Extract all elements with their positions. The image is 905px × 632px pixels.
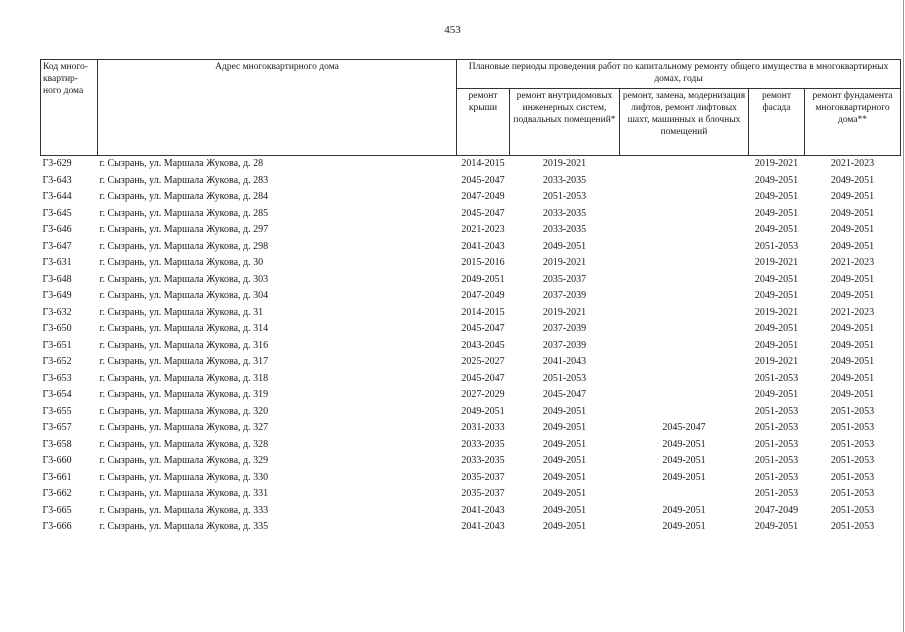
- header-facade: ремонт фасада: [749, 88, 805, 155]
- cell-lifts: [620, 206, 749, 223]
- cell-code: Г3-631: [42, 257, 72, 269]
- cell-address: г. Сызрань, ул. Маршала Жукова, д. 333: [99, 504, 269, 516]
- cell-lifts: [620, 404, 749, 421]
- cell-address: г. Сызрань, ул. Маршала Жукова, д. 319: [99, 389, 269, 401]
- table-row: [41, 222, 901, 239]
- cell-foundation: 2049-2051: [830, 224, 875, 236]
- cell-code: Г3-645: [42, 207, 72, 219]
- cell-code: Г3-629: [42, 158, 72, 170]
- cell-code: Г3-643: [42, 174, 72, 186]
- cell-engineering: 2045-2047: [542, 389, 587, 401]
- table-row: [41, 420, 901, 437]
- table-row: [41, 387, 901, 404]
- cell-foundation: 2051-2053: [830, 488, 875, 500]
- cell-roof: 2045-2047: [461, 207, 505, 219]
- cell-facade: 2049-2051: [754, 290, 799, 302]
- table-row: [41, 503, 901, 520]
- cell-foundation: 2049-2051: [830, 207, 875, 219]
- table-header: [41, 60, 901, 156]
- cell-engineering: 2049-2051: [542, 240, 587, 252]
- header-periods: Плановые периоды проведения работ по капитальному ремонту общего имущества в многоквартирных домах, годы: [457, 60, 901, 89]
- cell-facade: 2019-2021: [754, 306, 799, 318]
- cell-roof: 2041-2043: [461, 521, 505, 533]
- cell-address: г. Сызрань, ул. Маршала Жукова, д. 284: [99, 191, 269, 203]
- cell-foundation: 2051-2053: [830, 504, 875, 516]
- cell-code: Г3-654: [42, 389, 72, 401]
- page-number: 453: [444, 24, 461, 36]
- cell-code: Г3-646: [42, 224, 72, 236]
- cell-facade: 2049-2051: [754, 339, 799, 351]
- cell-roof: 2047-2049: [461, 290, 505, 302]
- cell-facade: 2051-2053: [754, 405, 799, 417]
- cell-engineering: 2035-2037: [542, 273, 587, 285]
- cell-engineering: 2033-2035: [542, 174, 587, 186]
- cell-engineering: 2019-2021: [542, 306, 587, 318]
- cell-code: Г3-658: [42, 438, 72, 450]
- cell-address: г. Сызрань, ул. Маршала Жукова, д. 320: [99, 405, 269, 417]
- cell-lifts: 2049-2051: [662, 504, 706, 516]
- cell-lifts: [620, 255, 749, 272]
- cell-foundation: 2021-2023: [830, 158, 875, 170]
- cell-roof: 2045-2047: [461, 323, 505, 335]
- table-row: [41, 437, 901, 454]
- cell-code: Г3-651: [42, 339, 72, 351]
- cell-address: г. Сызрань, ул. Маршала Жукова, д. 303: [99, 273, 269, 285]
- cell-roof: 2035-2037: [461, 471, 505, 483]
- cell-facade: 2049-2051: [754, 273, 799, 285]
- cell-facade: 2051-2053: [754, 471, 799, 483]
- cell-code: Г3-665: [42, 504, 72, 516]
- cell-foundation: 2049-2051: [830, 389, 875, 401]
- cell-facade: 2049-2051: [754, 207, 799, 219]
- cell-foundation: 2051-2053: [830, 405, 875, 417]
- table-row: [41, 255, 901, 272]
- cell-code: Г3-653: [42, 372, 72, 384]
- cell-foundation: 2051-2053: [830, 471, 875, 483]
- cell-address: г. Сызрань, ул. Маршала Жукова, д. 318: [99, 372, 269, 384]
- cell-foundation: 2051-2053: [830, 521, 875, 533]
- cell-roof: 2045-2047: [461, 174, 505, 186]
- cell-foundation: 2049-2051: [830, 339, 875, 351]
- cell-roof: 2047-2049: [461, 191, 505, 203]
- cell-roof: 2015-2016: [461, 257, 505, 269]
- cell-engineering: 2019-2021: [542, 158, 587, 170]
- header-foundation: ремонт фундамента многоквартирного дома**: [805, 88, 901, 155]
- cell-lifts: [620, 272, 749, 289]
- cell-engineering: 2049-2051: [542, 471, 587, 483]
- cell-facade: 2051-2053: [754, 422, 799, 434]
- table-row: [41, 272, 901, 289]
- cell-facade: 2051-2053: [754, 455, 799, 467]
- table-row: [41, 321, 901, 338]
- cell-address: г. Сызрань, ул. Маршала Жукова, д. 28: [99, 158, 264, 170]
- cell-engineering: 2019-2021: [542, 257, 587, 269]
- cell-code: Г3-657: [42, 422, 72, 434]
- cell-roof: 2014-2015: [461, 306, 505, 318]
- cell-lifts: [620, 486, 749, 503]
- cell-engineering: 2037-2039: [542, 323, 587, 335]
- table-row: [41, 239, 901, 256]
- cell-engineering: 2049-2051: [542, 422, 587, 434]
- cell-address: г. Сызрань, ул. Маршала Жукова, д. 297: [99, 224, 269, 236]
- cell-engineering: 2037-2039: [542, 290, 587, 302]
- cell-engineering: 2051-2053: [542, 372, 587, 384]
- cell-foundation: 2051-2053: [830, 438, 875, 450]
- cell-lifts: 2049-2051: [662, 471, 706, 483]
- cell-facade: 2049-2051: [754, 191, 799, 203]
- cell-engineering: 2049-2051: [542, 521, 587, 533]
- table-row: [41, 156, 901, 173]
- cell-facade: 2019-2021: [754, 257, 799, 269]
- cell-facade: 2019-2021: [754, 356, 799, 368]
- table-row: [41, 189, 901, 206]
- cell-code: Г3-666: [42, 521, 72, 533]
- cell-facade: 2019-2021: [754, 158, 799, 170]
- cell-facade: 2051-2053: [754, 372, 799, 384]
- cell-code: Г3-662: [42, 488, 72, 500]
- cell-roof: 2021-2023: [461, 224, 505, 236]
- cell-lifts: [620, 288, 749, 305]
- cell-code: Г3-655: [42, 405, 72, 417]
- cell-address: г. Сызрань, ул. Маршала Жукова, д. 31: [99, 306, 264, 318]
- table-row: [41, 486, 901, 503]
- cell-foundation: 2021-2023: [830, 306, 875, 318]
- cell-roof: 2041-2043: [461, 504, 505, 516]
- cell-facade: 2049-2051: [754, 323, 799, 335]
- cell-code: Г3-649: [42, 290, 72, 302]
- cell-lifts: [620, 321, 749, 338]
- cell-code: Г3-652: [42, 356, 72, 368]
- cell-roof: 2049-2051: [461, 405, 505, 417]
- cell-address: г. Сызрань, ул. Маршала Жукова, д. 329: [99, 455, 269, 467]
- table-body: [41, 156, 901, 536]
- cell-facade: 2051-2053: [754, 488, 799, 500]
- cell-foundation: 2049-2051: [830, 356, 875, 368]
- cell-lifts: [620, 156, 749, 173]
- capital-repair-table: [40, 59, 901, 536]
- cell-roof: 2033-2035: [461, 438, 505, 450]
- cell-facade: 2049-2051: [754, 224, 799, 236]
- cell-address: г. Сызрань, ул. Маршала Жукова, д. 314: [99, 323, 269, 335]
- cell-address: г. Сызрань, ул. Маршала Жукова, д. 283: [99, 174, 269, 186]
- cell-lifts: [620, 305, 749, 322]
- cell-engineering: 2041-2043: [542, 356, 587, 368]
- cell-address: г. Сызрань, ул. Маршала Жукова, д. 327: [99, 422, 269, 434]
- cell-code: Г3-648: [42, 273, 72, 285]
- page-edge-line: [903, 0, 904, 632]
- cell-roof: 2027-2029: [461, 389, 505, 401]
- table-row: [41, 305, 901, 322]
- cell-engineering: 2033-2035: [542, 224, 587, 236]
- cell-foundation: 2049-2051: [830, 240, 875, 252]
- cell-facade: 2049-2051: [754, 174, 799, 186]
- cell-roof: 2031-2033: [461, 422, 505, 434]
- cell-code: Г3-661: [42, 471, 72, 483]
- cell-lifts: 2049-2051: [662, 455, 706, 467]
- cell-facade: 2051-2053: [754, 240, 799, 252]
- cell-foundation: 2049-2051: [830, 372, 875, 384]
- cell-foundation: 2051-2053: [830, 455, 875, 467]
- cell-code: Г3-660: [42, 455, 72, 467]
- header-roof: ремонт крыши: [457, 88, 510, 155]
- cell-foundation: 2049-2051: [830, 323, 875, 335]
- table-row: [41, 288, 901, 305]
- table-row: [41, 371, 901, 388]
- cell-lifts: 2049-2051: [662, 521, 706, 533]
- cell-code: Г3-647: [42, 240, 72, 252]
- table-row: [41, 519, 901, 536]
- header-address: Адрес многоквартирного дома: [98, 60, 457, 156]
- cell-lifts: [620, 387, 749, 404]
- cell-roof: 2041-2043: [461, 240, 505, 252]
- cell-lifts: [620, 239, 749, 256]
- cell-engineering: 2049-2051: [542, 504, 587, 516]
- table-row: [41, 470, 901, 487]
- cell-address: г. Сызрань, ул. Маршала Жукова, д. 328: [99, 438, 269, 450]
- table-row: [41, 338, 901, 355]
- cell-engineering: 2033-2035: [542, 207, 587, 219]
- cell-roof: 2033-2035: [461, 455, 505, 467]
- cell-lifts: [620, 222, 749, 239]
- table-row: [41, 173, 901, 190]
- cell-roof: 2049-2051: [461, 273, 505, 285]
- cell-address: г. Сызрань, ул. Маршала Жукова, д. 330: [99, 471, 269, 483]
- cell-roof: 2035-2037: [461, 488, 505, 500]
- cell-lifts: [620, 173, 749, 190]
- cell-address: г. Сызрань, ул. Маршала Жукова, д. 304: [99, 290, 269, 302]
- cell-lifts: [620, 371, 749, 388]
- header-lifts: ремонт, замена, модернизация лифтов, ремонт лифтовых шахт, машинных и блочных помещений: [620, 88, 749, 155]
- table-row: [41, 453, 901, 470]
- cell-lifts: [620, 338, 749, 355]
- table-row: [41, 206, 901, 223]
- cell-engineering: 2037-2039: [542, 339, 587, 351]
- cell-foundation: 2051-2053: [830, 422, 875, 434]
- cell-code: Г3-632: [42, 306, 72, 318]
- cell-engineering: 2049-2051: [542, 405, 587, 417]
- cell-roof: 2043-2045: [461, 339, 505, 351]
- header-code: Код много-квартир-ного дома: [41, 60, 98, 156]
- table-row: [41, 354, 901, 371]
- cell-facade: 2047-2049: [754, 504, 799, 516]
- cell-foundation: 2049-2051: [830, 273, 875, 285]
- cell-address: г. Сызрань, ул. Маршала Жукова, д. 317: [99, 356, 269, 368]
- cell-lifts: 2045-2047: [662, 422, 706, 434]
- cell-engineering: 2049-2051: [542, 488, 587, 500]
- cell-lifts: 2049-2051: [662, 438, 706, 450]
- cell-foundation: 2049-2051: [830, 174, 875, 186]
- cell-facade: 2049-2051: [754, 389, 799, 401]
- cell-address: г. Сызрань, ул. Маршала Жукова, д. 316: [99, 339, 269, 351]
- cell-lifts: [620, 189, 749, 206]
- cell-roof: 2014-2015: [461, 158, 505, 170]
- cell-lifts: [620, 354, 749, 371]
- table-row: [41, 404, 901, 421]
- cell-roof: 2045-2047: [461, 372, 505, 384]
- cell-engineering: 2051-2053: [542, 191, 587, 203]
- cell-facade: 2049-2051: [754, 521, 799, 533]
- cell-foundation: 2049-2051: [830, 290, 875, 302]
- cell-address: г. Сызрань, ул. Маршала Жукова, д. 285: [99, 207, 269, 219]
- cell-foundation: 2021-2023: [830, 257, 875, 269]
- cell-facade: 2051-2053: [754, 438, 799, 450]
- cell-code: Г3-650: [42, 323, 72, 335]
- cell-roof: 2025-2027: [461, 356, 505, 368]
- cell-foundation: 2049-2051: [830, 191, 875, 203]
- cell-address: г. Сызрань, ул. Маршала Жукова, д. 335: [99, 521, 269, 533]
- cell-code: Г3-644: [42, 191, 72, 203]
- cell-address: г. Сызрань, ул. Маршала Жукова, д. 298: [99, 240, 269, 252]
- cell-engineering: 2049-2051: [542, 438, 587, 450]
- cell-address: г. Сызрань, ул. Маршала Жукова, д. 331: [99, 488, 269, 500]
- header-engineering: ремонт внутридомовых инженерных систем, подвальных помещений*: [510, 88, 620, 155]
- cell-engineering: 2049-2051: [542, 455, 587, 467]
- cell-address: г. Сызрань, ул. Маршала Жукова, д. 30: [99, 257, 264, 269]
